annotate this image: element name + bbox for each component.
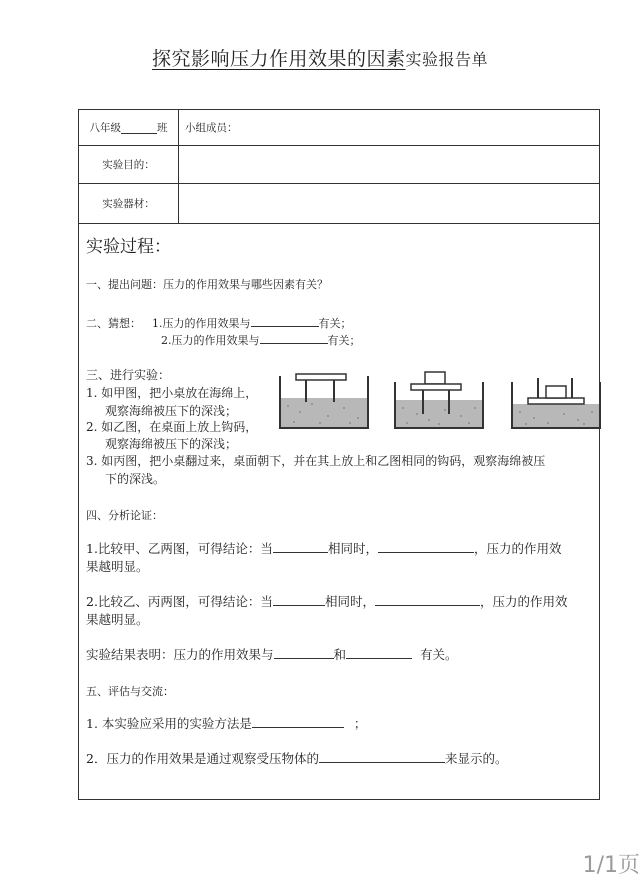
e1-a: 1. 本实验应采用的实验方法是 [86,716,252,731]
e1-blank[interactable] [252,716,344,728]
purpose-field[interactable] [179,146,599,183]
members-cell[interactable] [179,110,599,145]
guess-label: 二、猜想： [86,317,141,330]
c2-a: 2.比较乙、丙两图，可得结论：当 [86,594,273,609]
process-heading: 实验过程： [86,237,171,257]
c2-b: 相同时， [324,594,375,609]
guess-1-suffix: 有关； [318,317,352,330]
grade-row [79,110,599,146]
title-underlined: 探究影响压力作用效果的因素 [151,48,406,70]
guess-2 [161,332,361,348]
analysis-heading: 四、分析论证： [86,509,163,522]
grade-suffix: 班 [157,122,168,134]
step-3a: 3. 如丙图，把小桌翻过来，桌面朝下，并在其上放上和乙图相同的钩码，观察海绵被压 [86,454,546,468]
question-line: 一、提出问题：压力的作用效果与哪些因素有关？ [86,278,328,291]
step-3b: 下的深浅。 [105,472,166,486]
c1-blank-2[interactable] [378,541,474,553]
members-label: 小组成员： [185,122,238,134]
c1-b: 相同时， [327,541,378,556]
conclusion-1-line2: 果越明显。 [86,559,149,574]
result-blank-1[interactable] [274,647,334,659]
step-2b: 观察海绵被压下的深浅； [105,437,238,451]
experiment-label: 三、进行实验： [86,368,171,382]
purpose-label: 实验目的： [79,146,179,183]
materials-field[interactable] [179,184,599,223]
grade-cell [79,110,179,145]
result-b: 和 [333,647,347,662]
purpose-row [79,146,599,184]
e2-a: 2．压力的作用效果是通过观察受压物体的 [86,751,319,766]
guess-1-prefix: 1.压力的作用效果与 [152,317,251,330]
title-tail: 实验报告单 [405,50,489,69]
figure-a-table-on-sponge [278,368,370,430]
step-1b: 观察海绵被压下的深浅； [105,404,238,418]
result-c: 有关。 [420,647,458,662]
guess-2-suffix: 有关； [327,334,361,347]
result-blank-2[interactable] [346,647,412,659]
evaluation-1 [86,714,366,732]
conclusion-1-line1 [86,539,561,557]
e1-b: ； [353,716,367,731]
evaluation-2 [86,749,507,767]
class-blank[interactable] [121,122,157,134]
grade-prefix: 八年级 [89,122,121,134]
result-line [86,645,458,663]
c1-c: ，压力的作用效 [473,541,562,556]
guess-2-blank[interactable] [260,332,328,344]
c1-a: 1.比较甲、乙两图，可得结论：当 [86,541,273,556]
step-2a: 2. 如乙图，在桌面上放上钩码， [86,420,258,434]
c1-blank-1[interactable] [273,541,328,553]
figure-b-table-with-weight [393,368,485,430]
e2-b: 来显示的。 [444,751,508,766]
conclusion-2-line1 [86,592,567,610]
c2-c: ，压力的作用效 [479,594,568,609]
guess-1 [152,315,352,331]
page-number: 1/1页 [582,853,640,878]
figure-c-table-flipped [510,368,602,430]
c2-blank-2[interactable] [375,594,480,606]
materials-row [79,184,599,224]
materials-label: 实验器材： [79,184,179,223]
guess-2-prefix: 2.压力的作用效果与 [161,334,260,347]
evaluation-heading: 五、评估与交流： [86,685,174,698]
result-a: 实验结果表明：压力的作用效果与 [86,647,274,662]
c2-blank-1[interactable] [273,594,325,606]
e2-blank[interactable] [319,751,445,763]
page-title [0,44,640,71]
guess-1-blank[interactable] [251,315,319,327]
conclusion-2-line2: 果越明显。 [86,612,149,627]
step-1a: 1. 如甲图，把小桌放在海绵上， [86,386,258,400]
